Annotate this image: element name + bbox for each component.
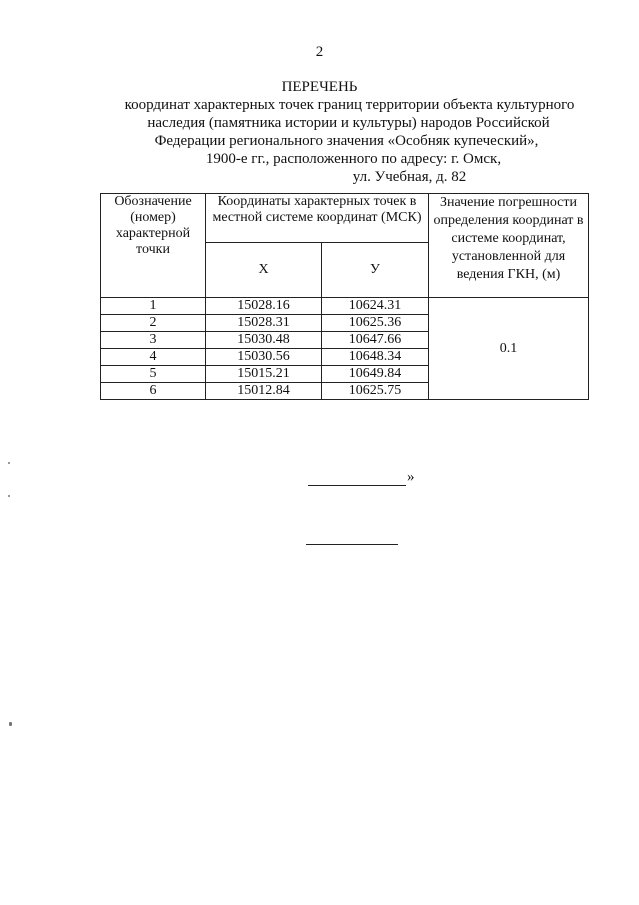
title-line-2: наследия (памятника истории и культуры) народов Российской: [147, 115, 550, 131]
point-y: 10647.66: [322, 332, 429, 349]
point-y: 10625.75: [322, 383, 429, 400]
header-coordinates: Координаты характерных точек в местной системе координат (МСК): [206, 194, 429, 243]
header-designation: Обозначение (номер) характерной точки: [101, 194, 206, 298]
point-number: 2: [101, 315, 206, 332]
point-x: 15028.31: [206, 315, 322, 332]
point-y: 10624.31: [322, 298, 429, 315]
point-x: 15028.16: [206, 298, 322, 315]
point-x: 15030.56: [206, 349, 322, 366]
error-value: 0.1: [429, 298, 589, 400]
document-title: [0, 78, 639, 186]
page-number: 2: [315, 44, 324, 60]
scan-speck: [8, 462, 10, 464]
table-row: [101, 298, 589, 315]
point-number: 5: [101, 366, 206, 383]
point-number: 4: [101, 349, 206, 366]
signature-line: [308, 485, 406, 486]
title-heading: ПЕРЕЧЕНЬ: [281, 79, 358, 95]
point-x: 15015.21: [206, 366, 322, 383]
point-x: 15030.48: [206, 332, 322, 349]
title-line-4: 1900-е гг., расположенного по адресу: г. Омск,: [205, 151, 502, 167]
point-number: 1: [101, 298, 206, 315]
header-x: Х: [206, 243, 322, 298]
point-y: 10649.84: [322, 366, 429, 383]
coordinates-table: [100, 193, 589, 400]
scan-speck: [8, 495, 10, 497]
header-error: Значение погрешности определения координат в системе координат, установленной для ведения ГКН, (м): [429, 194, 589, 298]
title-line-3: Федерации регионального значения «Особняк купеческий»,: [154, 133, 539, 149]
point-x: 15012.84: [206, 383, 322, 400]
title-line-5: ул. Учебная, д. 82: [352, 169, 467, 185]
point-y: 10648.34: [322, 349, 429, 366]
point-number: 6: [101, 383, 206, 400]
closing-quote: »: [407, 469, 415, 485]
header-y: У: [322, 243, 429, 298]
scan-speck: [9, 722, 12, 726]
end-divider: [306, 544, 398, 545]
point-number: 3: [101, 332, 206, 349]
point-y: 10625.36: [322, 315, 429, 332]
title-line-1: координат характерных точек границ территории объекта культурного: [124, 97, 575, 113]
